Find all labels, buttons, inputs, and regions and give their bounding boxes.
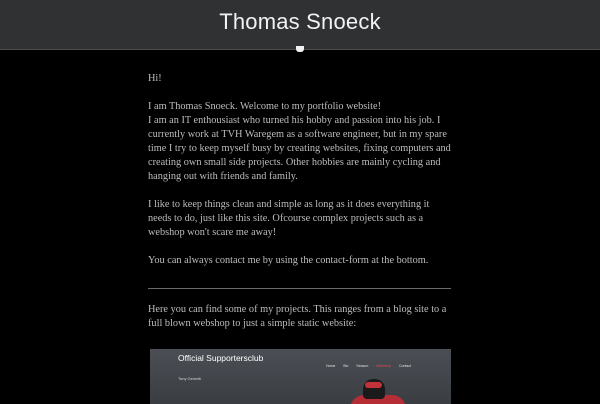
- project-preview-image[interactable]: [150, 349, 451, 404]
- preview-title: Official Supportersclub: [178, 353, 264, 363]
- preview-nav-item: Home: [326, 364, 336, 368]
- preview-nav-item: Season: [356, 364, 369, 368]
- header-toggle-tab[interactable]: [296, 46, 304, 52]
- cyclist-helmet: [365, 382, 382, 388]
- preview-subtitle: Tony Gemelli: [178, 376, 202, 381]
- site-header: [0, 0, 600, 50]
- site-title[interactable]: Thomas Snoeck: [219, 9, 381, 34]
- preview-nav-item: Webshop: [376, 364, 392, 368]
- contact-text: You can always contact me by using the contact-form at the bottom.: [148, 255, 429, 266]
- simplicity-text: I like to keep things clean and simple as long as it does everything it needs to do, just like this site. Ofcourse complex projects such as a webshop won't scare me away!: [148, 199, 430, 238]
- projects-intro-text: Here you can find some of my projects. This ranges from a blog site to a full blown webshop to just a simple static website:: [148, 304, 447, 329]
- section-divider: [148, 288, 451, 289]
- greeting-text: Hi!: [148, 73, 162, 84]
- about-text: I am Thomas Snoeck. Welcome to my portfolio website! I am an IT enthousiast who turned his hobby and passion into his job. I currently work at TVH Waregem as a software engineer, but in my spare time I try to keep myself busy by creating websites, fixing computers and creating own small side projects. Other hobbies are mainly cycling and hanging out with friends and family.: [148, 101, 451, 182]
- preview-nav-item: Bio: [343, 364, 349, 368]
- preview-nav-item: Contact: [399, 364, 412, 368]
- main-content: [148, 72, 452, 345]
- preview-nav: [326, 364, 411, 368]
